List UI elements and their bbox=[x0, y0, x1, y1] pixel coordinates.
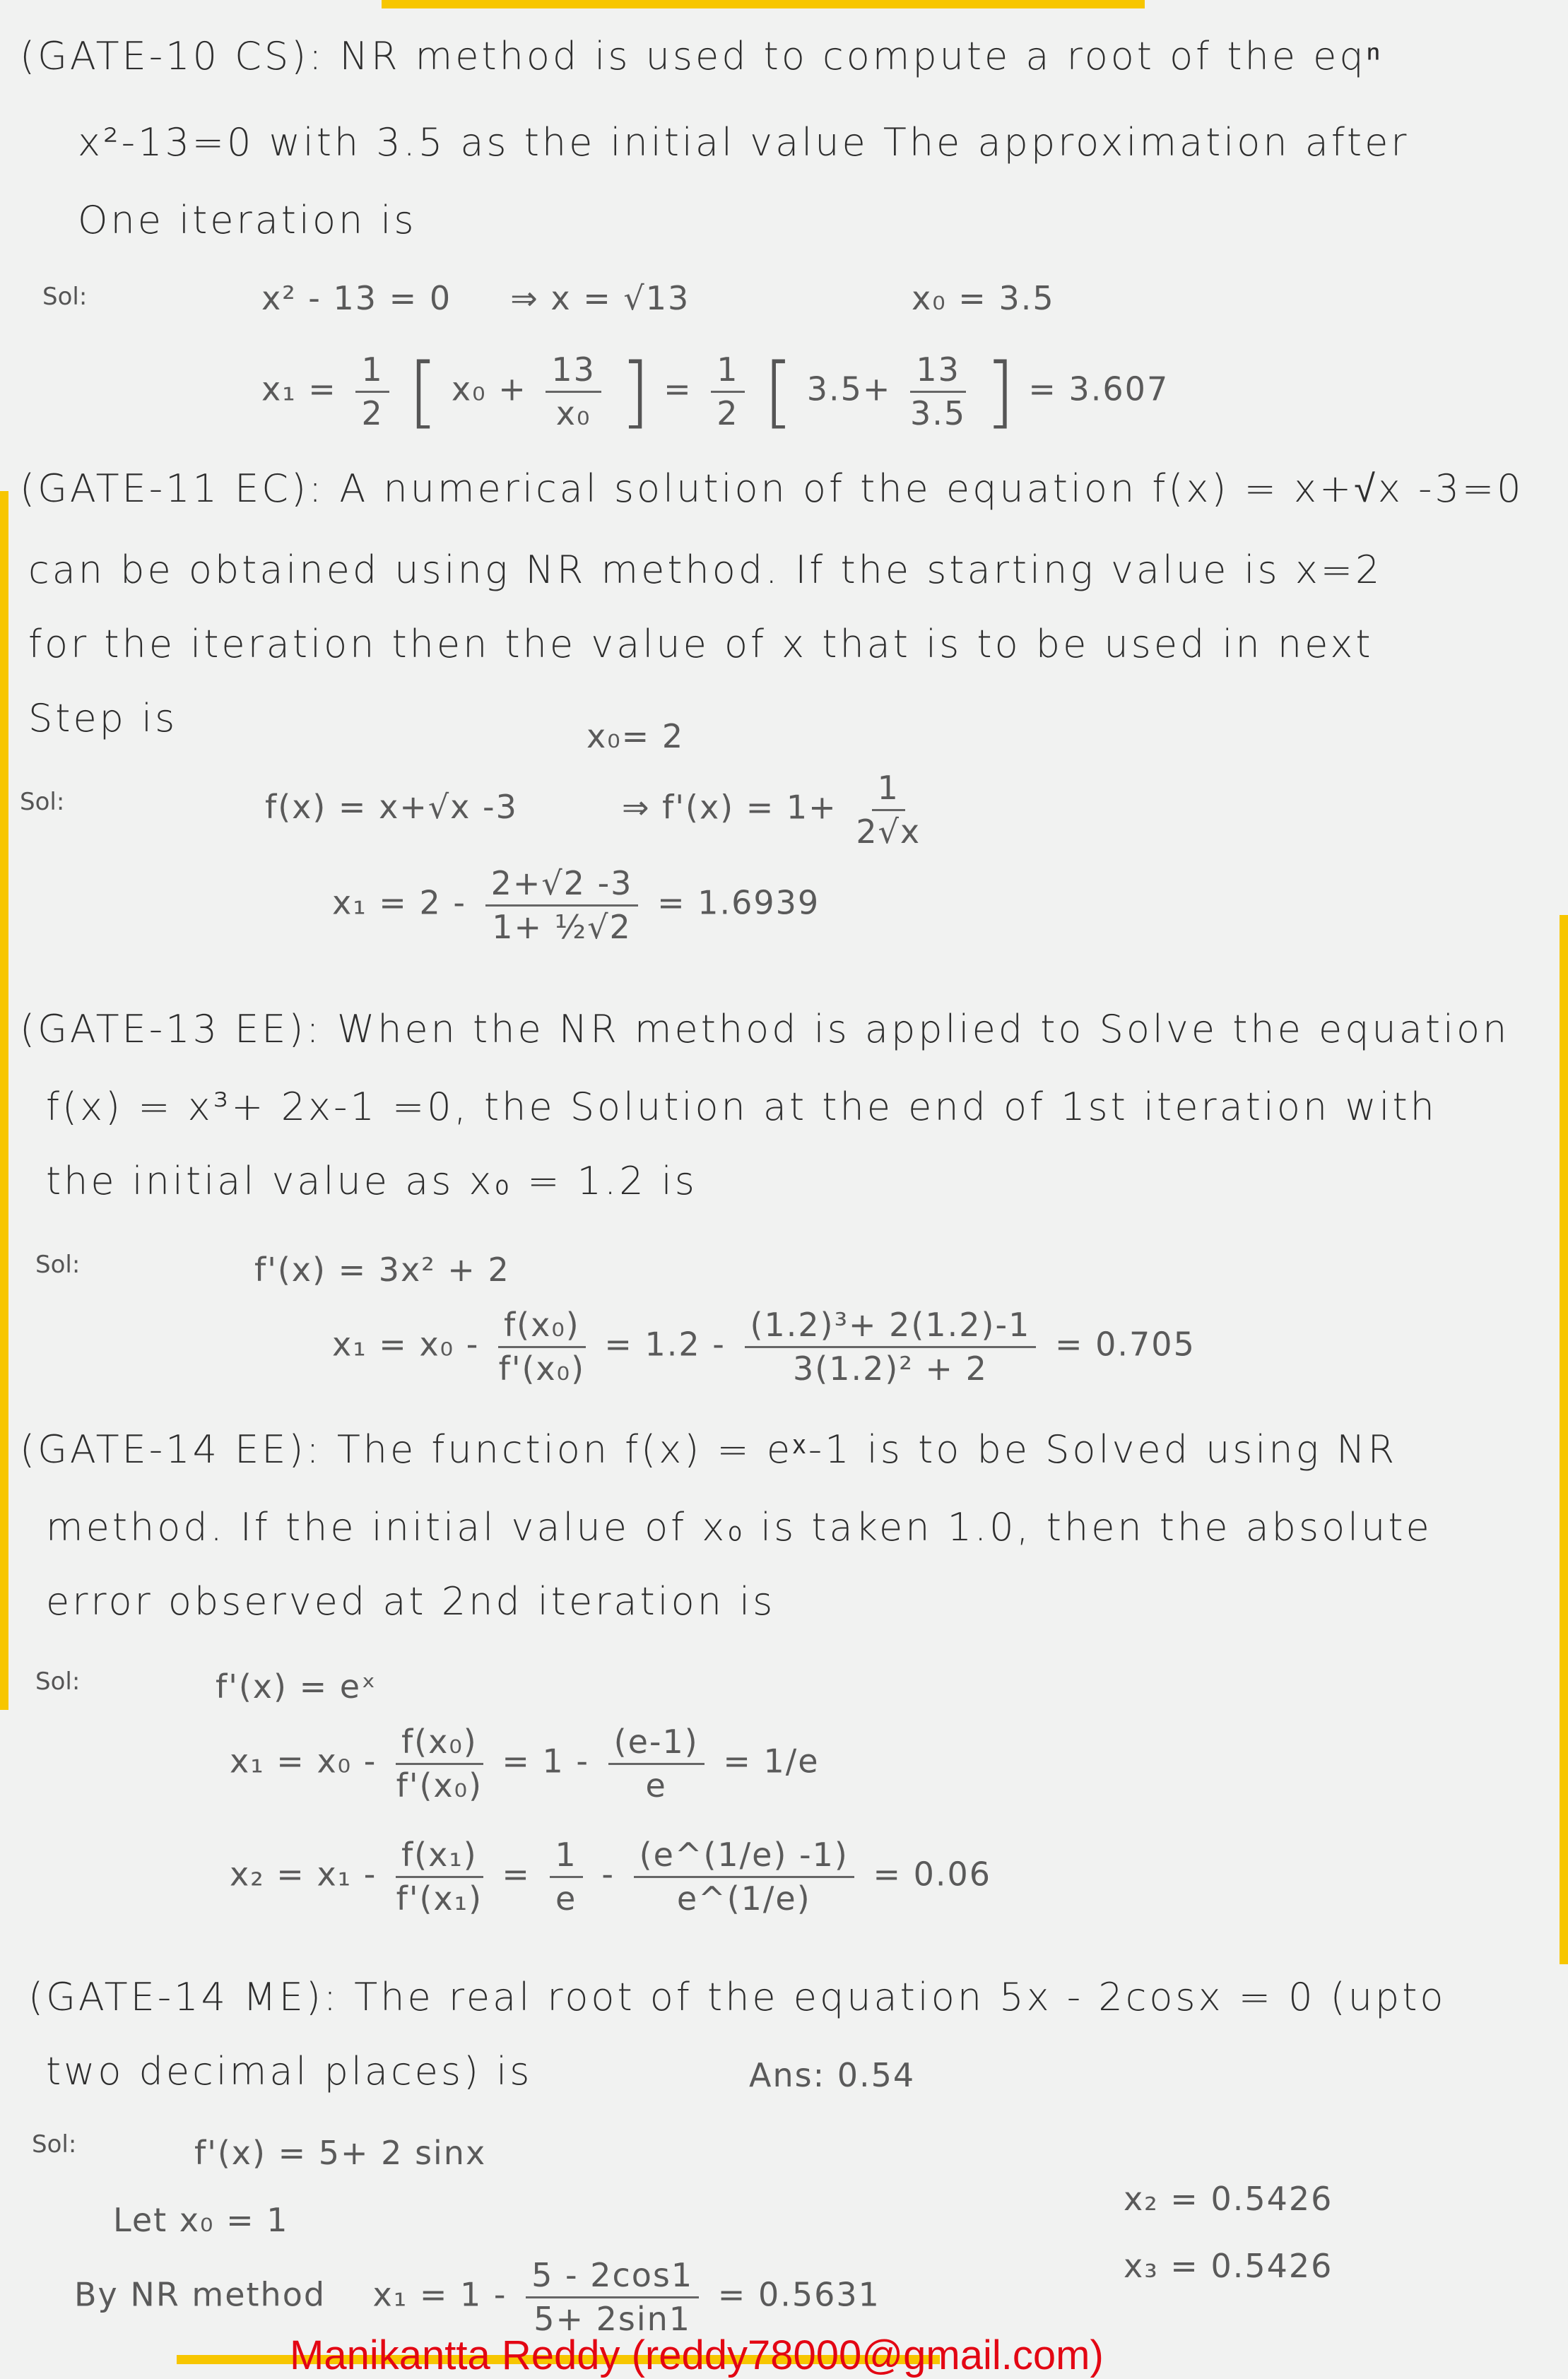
question-1-text: NR method is used to compute a root of the eqⁿ bbox=[339, 34, 1384, 78]
q1-result: = 3.607 bbox=[1028, 370, 1169, 408]
question-2-sol-label: Sol: bbox=[20, 788, 65, 816]
q5-x3: x₃ = 0.5426 bbox=[1124, 2247, 1333, 2285]
q4-fprime: f'(x) = eˣ bbox=[216, 1667, 377, 1706]
q2-x1: x₁ = 2 - $\frac{2+√2 -3}{\text{1+ ½√2}}$ = 1.6939 bbox=[332, 864, 820, 946]
half-fraction: $\frac{1}{2}$ bbox=[355, 352, 389, 431]
question-2-source: (GATE-11 EC): bbox=[20, 466, 325, 511]
question-1-line-2: x²-13=0 with 3.5 as the initial value The approximation after bbox=[78, 120, 1410, 165]
top-highlight-bar bbox=[382, 0, 1145, 8]
q5-x1: By NR method x₁ = 1 - $\frac{5 - 2\cos 1}{5+ 2\sin 1}$ = 0.5631 bbox=[74, 2256, 880, 2338]
question-1-line-1 bbox=[20, 34, 1383, 78]
q1-x0: x₀ = 3.5 bbox=[912, 279, 1055, 317]
question-2-line-1: (GATE-11 EC): A numerical solution of the equation f(x) = x+√x -3=0 bbox=[20, 466, 1524, 511]
question-3-source: (GATE-13 EE): bbox=[20, 1007, 322, 1051]
q2-x0-note: x₀= 2 bbox=[586, 717, 685, 755]
question-4-source: (GATE-14 EE): bbox=[20, 1427, 322, 1472]
q3-fprime: f'(x) = 3x² + 2 bbox=[254, 1251, 510, 1289]
question-4-line-1: (GATE-14 EE): The function f(x) = eˣ-1 is to be Solved using NR bbox=[20, 1427, 1398, 1472]
question-1-line-3: One iteration is bbox=[78, 198, 417, 242]
question-3-sol-label: Sol: bbox=[35, 1251, 81, 1279]
question-4-line-2: method. If the initial value of x₀ is taken 1.0, then the absolute bbox=[46, 1505, 1432, 1549]
left-highlight-bar bbox=[0, 491, 8, 1710]
question-1-source: (GATE-10 CS): bbox=[20, 34, 325, 78]
question-4-sol-label: Sol: bbox=[35, 1667, 81, 1696]
question-5-line-1: (GATE-14 ME): The real root of the equation 5x - 2cosx = 0 (upto bbox=[28, 1975, 1446, 2019]
question-5-line-2: two decimal places) is bbox=[46, 2049, 533, 2094]
q2-result: = 1.6939 bbox=[657, 883, 820, 922]
question-5-source: (GATE-14 ME): bbox=[28, 1975, 340, 2019]
question-1-sol-label: Sol: bbox=[42, 283, 88, 311]
q3-result: = 0.705 bbox=[1054, 1325, 1196, 1364]
footer-credit: Manikantta Reddy (reddy78000@gmail.com) bbox=[290, 2332, 1104, 2378]
question-5-sol-label: Sol: bbox=[32, 2130, 77, 2159]
question-3-line-2: f(x) = x³+ 2x-1 =0, the Solution at the end of 1st iteration with bbox=[46, 1085, 1437, 1129]
question-4-line-3: error observed at 2nd iteration is bbox=[46, 1579, 776, 1624]
question-3-line-1: (GATE-13 EE): When the NR method is applied to Solve the equation bbox=[20, 1007, 1510, 1051]
q5-x2: x₂ = 0.5426 bbox=[1124, 2180, 1333, 2218]
question-3-line-3: the initial value as x₀ = 1.2 is bbox=[46, 1159, 697, 1203]
q3-x1: x₁ = x₀ - $\frac{\text{f(x₀)}}{\text{f'(x₀)}}$ = 1.2 - $\frac{\text{(1.2)³+ 2(1.2)-1}}{\text{3(1.2)² + 2}}$ = 0.705 bbox=[332, 1306, 1196, 1388]
q5-answer: Ans: 0.54 bbox=[749, 2056, 916, 2094]
q2-fx: f(x) = x+√x -3 bbox=[265, 788, 518, 826]
q1-x1-formula: x₁ = $\frac{1}{2}$ [ x₀ + $\frac{13}{\text{x₀}}$ ] = $\frac{1}{2}$ [ 3.5+ $\frac{13}{3.5}$ ] = 3.607 bbox=[261, 346, 1169, 437]
question-2-line-2: can be obtained using NR method. If the starting value is x=2 bbox=[28, 548, 1383, 592]
q4-x2: x₂ = x₁ - $\frac{\text{f(x₁)}}{\text{f'(x₁)}}$ = $\frac{1}{e}$ - $\frac{(e\^{}(1/e) -1)}{e\^{}(1/e)}$ = 0.06 bbox=[230, 1836, 992, 1918]
q1-step1: x² - 13 = 0 ⇒ x = √13 bbox=[261, 279, 690, 317]
question-2-line-3: for the iteration then the value of x that is to be used in next bbox=[28, 622, 1374, 666]
q4-result: = 0.06 bbox=[873, 1855, 992, 1894]
q2-fprime: ⇒ f'(x) = 1+ $\frac{1}{2√x}$ bbox=[622, 769, 921, 851]
q4-x1: x₁ = x₀ - $\frac{\text{f(x₀)}}{\text{f'(x₀)}}$ = 1 - $\frac{(e-1)}{e}$ = 1/e bbox=[230, 1723, 820, 1805]
question-2-line-4: Step is bbox=[28, 696, 178, 740]
q5-let: Let x₀ = 1 bbox=[113, 2201, 289, 2239]
q5-x1-result: = 0.5631 bbox=[717, 2275, 880, 2314]
q5-fprime: f'(x) = 5+ 2 sinx bbox=[194, 2134, 487, 2172]
right-highlight-bar bbox=[1560, 915, 1568, 1964]
